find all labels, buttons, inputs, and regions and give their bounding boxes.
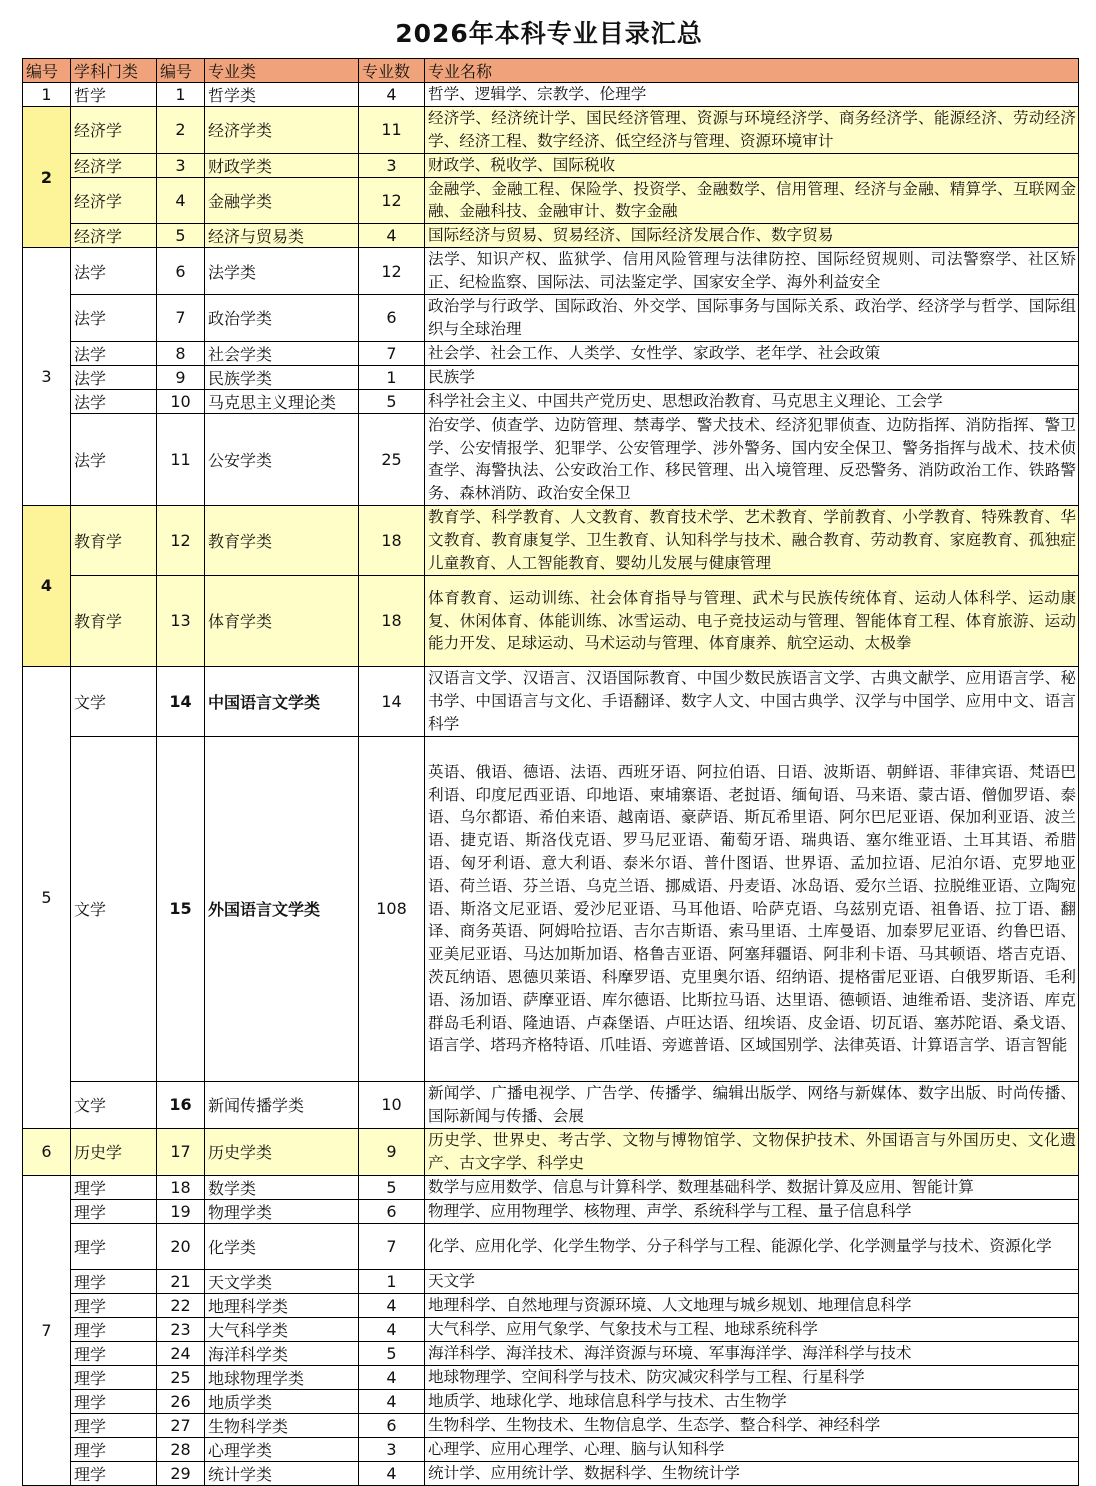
discipline-cell: 文学 <box>71 736 157 1081</box>
count-cell: 4 <box>359 1365 425 1389</box>
count-cell: 5 <box>359 1341 425 1365</box>
table-header-row <box>23 59 1079 83</box>
names-cell: 地球物理学、空间科学与技术、防灾减灾科学与工程、行星科学 <box>425 1365 1079 1389</box>
names-cell: 生物科学、生物技术、生物信息学、生态学、整合科学、神经科学 <box>425 1413 1079 1437</box>
names-cell: 法学、知识产权、监狱学、信用风险管理与法律防控、国际经贸规则、司法警察学、社区矫正、纪检监察、国际法、司法鉴定学、国家安全学、海外利益安全 <box>425 248 1079 295</box>
count-cell: 11 <box>359 107 425 154</box>
names-cell: 大气科学、应用气象学、气象技术与工程、地球系统科学 <box>425 1317 1079 1341</box>
header-names: 专业名称 <box>425 59 1079 83</box>
no-cell: 2 <box>157 107 205 154</box>
header-count: 专业数 <box>359 59 425 83</box>
no-cell: 11 <box>157 413 205 505</box>
table-row <box>23 1175 1079 1199</box>
discipline-cell: 法学 <box>71 365 157 389</box>
table-row <box>23 1413 1079 1437</box>
table-row <box>23 1389 1079 1413</box>
names-cell: 新闻学、广播电视学、广告学、传播学、编辑出版学、网络与新媒体、数字出版、时尚传播、国际新闻与传播、会展 <box>425 1081 1079 1128</box>
category-cell: 教育学类 <box>205 505 359 575</box>
table-row <box>23 83 1079 107</box>
count-cell: 4 <box>359 83 425 107</box>
table-row <box>23 1081 1079 1128</box>
cat-no-cell: 6 <box>23 1128 71 1175</box>
category-cell: 历史学类 <box>205 1128 359 1175</box>
count-cell: 7 <box>359 1223 425 1269</box>
no-cell: 21 <box>157 1269 205 1293</box>
table-row <box>23 295 1079 342</box>
header-no: 编号 <box>157 59 205 83</box>
count-cell: 4 <box>359 224 425 248</box>
count-cell: 4 <box>359 1293 425 1317</box>
no-cell: 17 <box>157 1128 205 1175</box>
names-cell: 政治学与行政学、国际政治、外交学、国际事务与国际关系、政治学、经济学与哲学、国际组织与全球治理 <box>425 295 1079 342</box>
category-cell: 经济学类 <box>205 107 359 154</box>
names-cell: 地理科学、自然地理与资源环境、人文地理与城乡规划、地理信息科学 <box>425 1293 1079 1317</box>
cat-no-cell: 5 <box>23 666 71 1128</box>
names-cell: 科学社会主义、中国共产党历史、思想政治教育、马克思主义理论、工会学 <box>425 389 1079 413</box>
discipline-cell: 理学 <box>71 1437 157 1461</box>
no-cell: 10 <box>157 389 205 413</box>
table-row <box>23 666 1079 736</box>
category-cell: 法学类 <box>205 248 359 295</box>
count-cell: 12 <box>359 177 425 224</box>
table-row <box>23 1223 1079 1269</box>
count-cell: 18 <box>359 575 425 666</box>
discipline-cell: 法学 <box>71 341 157 365</box>
category-cell: 数学类 <box>205 1175 359 1199</box>
no-cell: 24 <box>157 1341 205 1365</box>
discipline-cell: 经济学 <box>71 153 157 177</box>
category-cell: 地质学类 <box>205 1389 359 1413</box>
discipline-cell: 理学 <box>71 1293 157 1317</box>
names-cell: 历史学、世界史、考古学、文物与博物馆学、文物保护技术、外国语言与外国历史、文化遗产、古文字学、科学史 <box>425 1128 1079 1175</box>
no-cell: 14 <box>157 666 205 736</box>
no-cell: 20 <box>157 1223 205 1269</box>
category-cell: 化学类 <box>205 1223 359 1269</box>
discipline-cell: 教育学 <box>71 505 157 575</box>
no-cell: 27 <box>157 1413 205 1437</box>
table-row <box>23 575 1079 666</box>
discipline-cell: 经济学 <box>71 107 157 154</box>
names-cell: 汉语言文学、汉语言、汉语国际教育、中国少数民族语言文学、古典文献学、应用语言学、秘书学、中国语言与文化、手语翻译、数字人文、中国古典学、汉学与中国学、应用中文、语言科学 <box>425 666 1079 736</box>
page-title: 2026年本科专业目录汇总 <box>395 19 703 48</box>
cat-no-cell: 4 <box>23 505 71 666</box>
names-cell: 经济学、经济统计学、国民经济管理、资源与环境经济学、商务经济学、能源经济、劳动经济学、经济工程、数字经济、低空经济与管理、资源环境审计 <box>425 107 1079 154</box>
table-row <box>23 153 1079 177</box>
count-cell: 4 <box>359 1317 425 1341</box>
cat-no-cell: 3 <box>23 248 71 506</box>
discipline-cell: 教育学 <box>71 575 157 666</box>
count-cell: 4 <box>359 1389 425 1413</box>
no-cell: 9 <box>157 365 205 389</box>
names-cell: 哲学、逻辑学、宗教学、伦理学 <box>425 83 1079 107</box>
table-row <box>23 224 1079 248</box>
category-cell: 经济与贸易类 <box>205 224 359 248</box>
table-row <box>23 1437 1079 1461</box>
discipline-cell: 法学 <box>71 413 157 505</box>
table-row <box>23 248 1079 295</box>
no-cell: 4 <box>157 177 205 224</box>
category-cell: 海洋科学类 <box>205 1341 359 1365</box>
category-cell: 社会学类 <box>205 341 359 365</box>
names-cell: 天文学 <box>425 1269 1079 1293</box>
category-cell: 哲学类 <box>205 83 359 107</box>
discipline-cell: 理学 <box>71 1317 157 1341</box>
discipline-cell: 法学 <box>71 389 157 413</box>
discipline-cell: 理学 <box>71 1199 157 1223</box>
count-cell: 108 <box>359 736 425 1081</box>
category-cell: 大气科学类 <box>205 1317 359 1341</box>
header-category: 专业类 <box>205 59 359 83</box>
table-row <box>23 107 1079 154</box>
count-cell: 18 <box>359 505 425 575</box>
discipline-cell: 理学 <box>71 1341 157 1365</box>
count-cell: 14 <box>359 666 425 736</box>
names-cell: 英语、俄语、德语、法语、西班牙语、阿拉伯语、日语、波斯语、朝鲜语、菲律宾语、梵语巴利语、印度尼西亚语、印地语、柬埔寨语、老挝语、缅甸语、马来语、蒙古语、僧伽罗语、泰语、乌尔都语、希伯来语、越南语、豪萨语、斯瓦希里语、阿尔巴尼亚语、保加利亚语、波兰语、捷克语、斯洛伐克语、罗马尼亚语、葡萄牙语、瑞典语、塞尔维亚语、土耳其语、希腊语、匈牙利语、意大利语、泰米尔语、普什图语、世界语、孟加拉语、尼泊尔语、克罗地亚语、荷兰语、芬兰语、乌克兰语、挪威语、丹麦语、冰岛语、爱尔兰语、拉脱维亚语、立陶宛语、斯洛文尼亚语、爱沙尼亚语、马耳他语、哈萨克语、乌兹别克语、祖鲁语、拉丁语、翻译、商务英语、阿姆哈拉语、吉尔吉斯语、索马里语、土库曼语、加泰罗尼亚语、约鲁巴语、亚美尼亚语、马达加斯加语、格鲁吉亚语、阿塞拜疆语、阿非利卡语、马其顿语、塔吉克语、茨瓦纳语、恩德贝莱语、科摩罗语、克里奥尔语、绍纳语、提格雷尼亚语、白俄罗斯语、毛利语、汤加语、萨摩亚语、库尔德语、比斯拉马语、达里语、德顿语、迪维希语、斐济语、库克群岛毛利语、隆迪语、卢森堡语、卢旺达语、纽埃语、皮金语、切瓦语、塞苏陀语、桑戈语、语言学、塔玛齐格特语、爪哇语、旁遮普语、区域国别学、法律英语、计算语言学、语言智能 <box>425 736 1079 1081</box>
category-cell: 新闻传播学类 <box>205 1081 359 1128</box>
count-cell: 1 <box>359 1269 425 1293</box>
names-cell: 海洋科学、海洋技术、海洋资源与环境、军事海洋学、海洋科学与技术 <box>425 1341 1079 1365</box>
discipline-cell: 法学 <box>71 295 157 342</box>
category-cell: 天文学类 <box>205 1269 359 1293</box>
table-row <box>23 365 1079 389</box>
table-row <box>23 1461 1079 1485</box>
table-row <box>23 1128 1079 1175</box>
discipline-cell: 理学 <box>71 1461 157 1485</box>
discipline-cell: 理学 <box>71 1269 157 1293</box>
names-cell: 体育教育、运动训练、社会体育指导与管理、武术与民族传统体育、运动人体科学、运动康复、休闲体育、体能训练、冰雪运动、电子竞技运动与管理、智能体育工程、体育旅游、运动能力开发、足球运动、马术运动与管理、体育康养、航空运动、太极拳 <box>425 575 1079 666</box>
discipline-cell: 文学 <box>71 666 157 736</box>
count-cell: 4 <box>359 1461 425 1485</box>
no-cell: 7 <box>157 295 205 342</box>
names-cell: 财政学、税收学、国际税收 <box>425 153 1079 177</box>
table-row <box>23 1269 1079 1293</box>
discipline-cell: 经济学 <box>71 224 157 248</box>
cat-no-cell: 2 <box>23 107 71 248</box>
category-cell: 金融学类 <box>205 177 359 224</box>
category-cell: 地球物理学类 <box>205 1365 359 1389</box>
no-cell: 19 <box>157 1199 205 1223</box>
no-cell: 26 <box>157 1389 205 1413</box>
major-catalog-table <box>22 58 1079 1486</box>
count-cell: 6 <box>359 1413 425 1437</box>
discipline-cell: 文学 <box>71 1081 157 1128</box>
count-cell: 25 <box>359 413 425 505</box>
category-cell: 心理学类 <box>205 1437 359 1461</box>
no-cell: 13 <box>157 575 205 666</box>
category-cell: 公安学类 <box>205 413 359 505</box>
names-cell: 地质学、地球化学、地球信息科学与技术、古生物学 <box>425 1389 1079 1413</box>
no-cell: 29 <box>157 1461 205 1485</box>
names-cell: 民族学 <box>425 365 1079 389</box>
category-cell: 外国语言文学类 <box>205 736 359 1081</box>
count-cell: 5 <box>359 389 425 413</box>
names-cell: 金融学、金融工程、保险学、投资学、金融数学、信用管理、经济与金融、精算学、互联网金融、金融科技、金融审计、数字金融 <box>425 177 1079 224</box>
category-cell: 生物科学类 <box>205 1413 359 1437</box>
header-discipline: 学科门类 <box>71 59 157 83</box>
cat-no-cell: 1 <box>23 83 71 107</box>
count-cell: 10 <box>359 1081 425 1128</box>
count-cell: 6 <box>359 1199 425 1223</box>
count-cell: 3 <box>359 1437 425 1461</box>
discipline-cell: 理学 <box>71 1223 157 1269</box>
table-row <box>23 505 1079 575</box>
discipline-cell: 法学 <box>71 248 157 295</box>
category-cell: 统计学类 <box>205 1461 359 1485</box>
category-cell: 政治学类 <box>205 295 359 342</box>
no-cell: 16 <box>157 1081 205 1128</box>
table-row <box>23 736 1079 1081</box>
names-cell: 社会学、社会工作、人类学、女性学、家政学、老年学、社会政策 <box>425 341 1079 365</box>
header-cat-no: 编号 <box>23 59 71 83</box>
no-cell: 1 <box>157 83 205 107</box>
category-cell: 马克思主义理论类 <box>205 389 359 413</box>
discipline-cell: 理学 <box>71 1413 157 1437</box>
no-cell: 25 <box>157 1365 205 1389</box>
count-cell: 12 <box>359 248 425 295</box>
no-cell: 23 <box>157 1317 205 1341</box>
cat-no-cell: 7 <box>23 1175 71 1485</box>
no-cell: 3 <box>157 153 205 177</box>
category-cell: 中国语言文学类 <box>205 666 359 736</box>
no-cell: 6 <box>157 248 205 295</box>
no-cell: 15 <box>157 736 205 1081</box>
table-row <box>23 177 1079 224</box>
names-cell: 统计学、应用统计学、数据科学、生物统计学 <box>425 1461 1079 1485</box>
table-row <box>23 1317 1079 1341</box>
category-cell: 财政学类 <box>205 153 359 177</box>
count-cell: 3 <box>359 153 425 177</box>
table-row <box>23 1293 1079 1317</box>
count-cell: 7 <box>359 341 425 365</box>
table-row <box>23 413 1079 505</box>
names-cell: 心理学、应用心理学、心理、脑与认知科学 <box>425 1437 1079 1461</box>
names-cell: 教育学、科学教育、人文教育、教育技术学、艺术教育、学前教育、小学教育、特殊教育、华文教育、教育康复学、卫生教育、认知科学与技术、融合教育、劳动教育、家庭教育、孤独症儿童教育、人工智能教育、婴幼儿发展与健康管理 <box>425 505 1079 575</box>
discipline-cell: 理学 <box>71 1389 157 1413</box>
category-cell: 体育学类 <box>205 575 359 666</box>
count-cell: 9 <box>359 1128 425 1175</box>
table-row <box>23 1341 1079 1365</box>
table-row <box>23 1365 1079 1389</box>
no-cell: 8 <box>157 341 205 365</box>
table-row <box>23 1199 1079 1223</box>
table-row <box>23 341 1079 365</box>
count-cell: 1 <box>359 365 425 389</box>
discipline-cell: 理学 <box>71 1365 157 1389</box>
discipline-cell: 经济学 <box>71 177 157 224</box>
count-cell: 6 <box>359 295 425 342</box>
category-cell: 民族学类 <box>205 365 359 389</box>
names-cell: 国际经济与贸易、贸易经济、国际经济发展合作、数字贸易 <box>425 224 1079 248</box>
names-cell: 数学与应用数学、信息与计算科学、数理基础科学、数据计算及应用、智能计算 <box>425 1175 1079 1199</box>
discipline-cell: 哲学 <box>71 83 157 107</box>
names-cell: 治安学、侦查学、边防管理、禁毒学、警犬技术、经济犯罪侦查、边防指挥、消防指挥、警卫学、公安情报学、犯罪学、公安管理学、涉外警务、国内安全保卫、警务指挥与战术、技术侦查学、海警执法、公安政治工作、移民管理、出入境管理、反恐警务、消防政治工作、铁路警务、森林消防、政治安全保卫 <box>425 413 1079 505</box>
table-row <box>23 389 1079 413</box>
no-cell: 22 <box>157 1293 205 1317</box>
names-cell: 化学、应用化学、化学生物学、分子科学与工程、能源化学、化学测量学与技术、资源化学 <box>425 1223 1079 1269</box>
names-cell: 物理学、应用物理学、核物理、声学、系统科学与工程、量子信息科学 <box>425 1199 1079 1223</box>
no-cell: 5 <box>157 224 205 248</box>
count-cell: 5 <box>359 1175 425 1199</box>
category-cell: 地理科学类 <box>205 1293 359 1317</box>
no-cell: 28 <box>157 1437 205 1461</box>
discipline-cell: 理学 <box>71 1175 157 1199</box>
category-cell: 物理学类 <box>205 1199 359 1223</box>
no-cell: 12 <box>157 505 205 575</box>
no-cell: 18 <box>157 1175 205 1199</box>
discipline-cell: 历史学 <box>71 1128 157 1175</box>
